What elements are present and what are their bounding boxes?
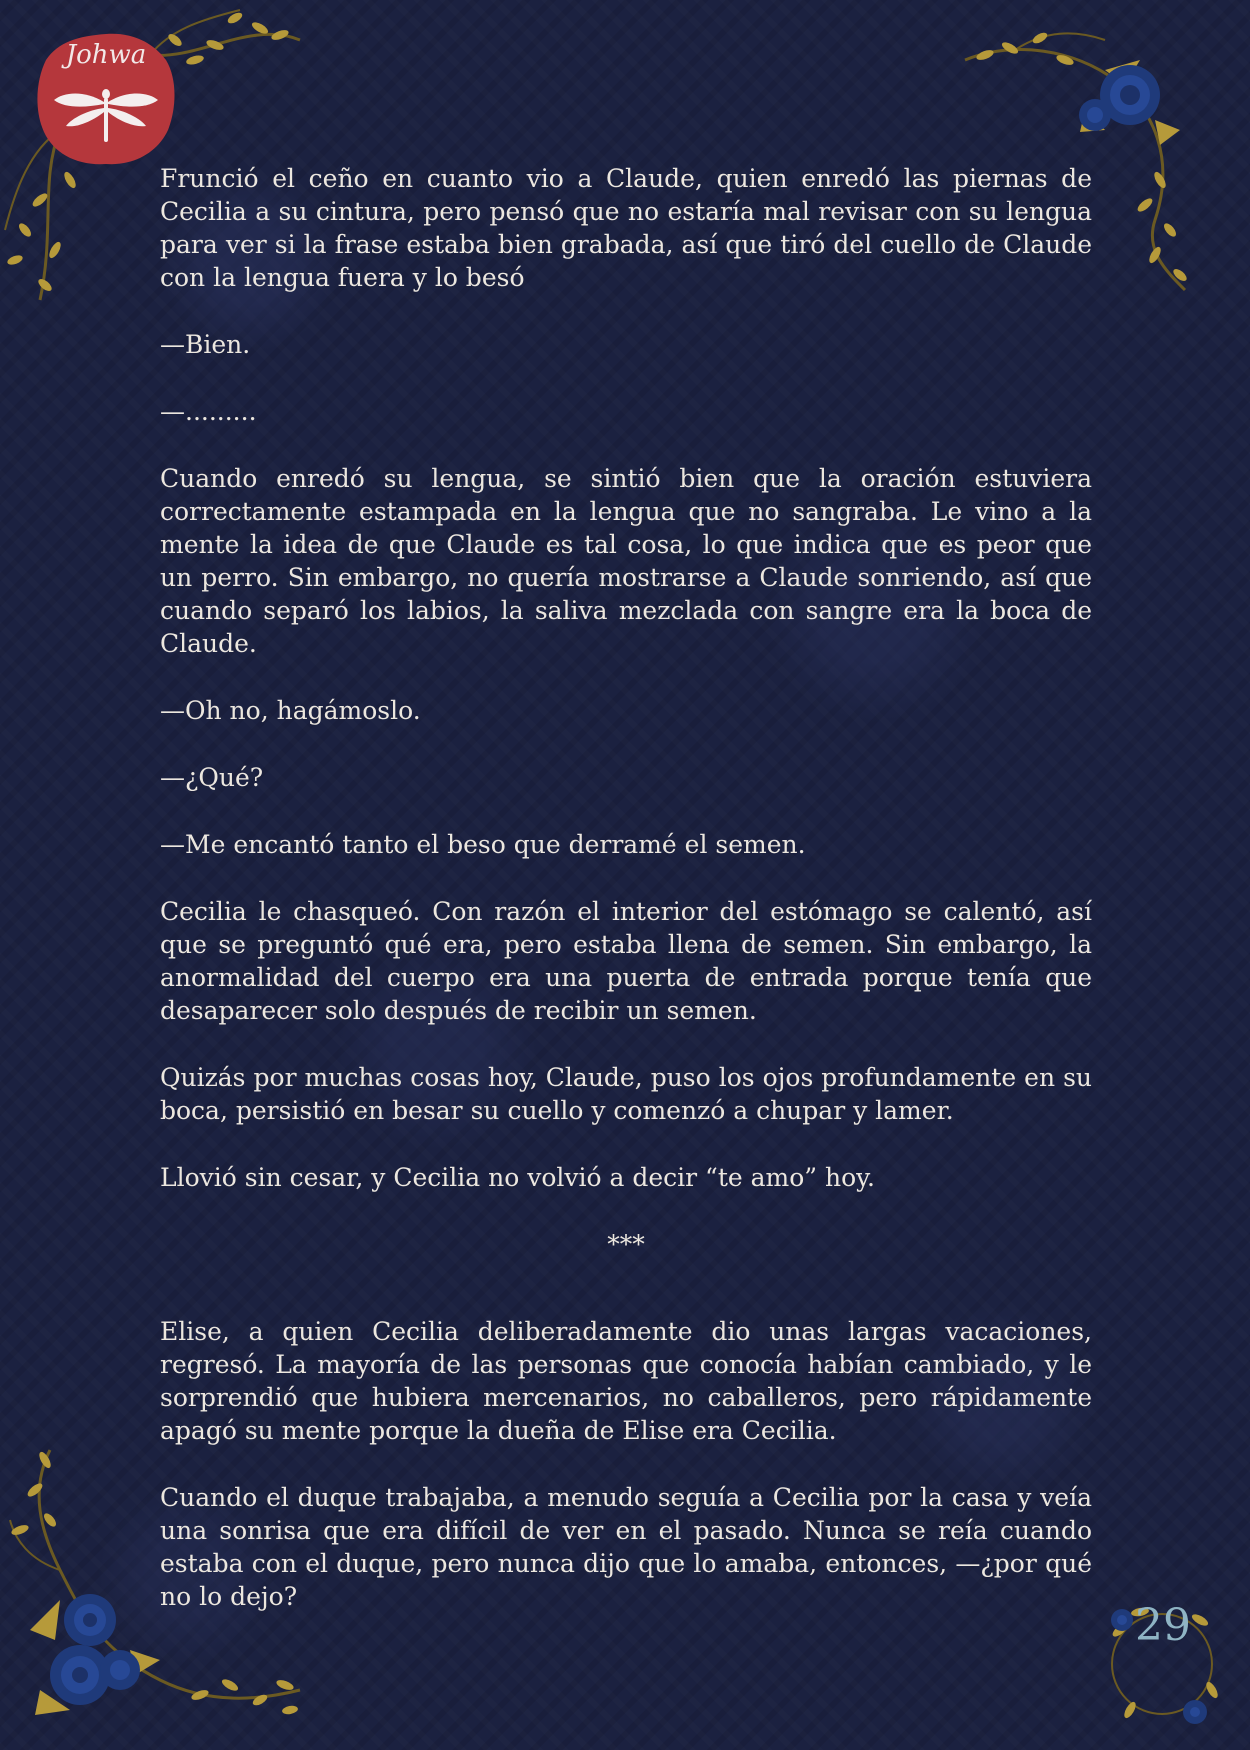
blue-rose-icon (1079, 65, 1160, 131)
johwa-logo (34, 30, 178, 168)
paragraph: Llovió sin cesar, y Cecilia no volvió a decir “te amo” hoy. (160, 1163, 875, 1192)
paragraph: Elise, a quien Cecilia deliberadamente dio unas largas vacaciones, regresó. La mayoría de las personas que conocía habían cambiado, y le sorprendió que hubiera mercenarios, no caballeros, pero rápidamente apagó su mente porque la dueña de Elise era Cecilia. (160, 1317, 1092, 1445)
page-number: 29 (1135, 1600, 1191, 1651)
dialogue-line: —Bien. (160, 330, 251, 359)
chapter-text (160, 162, 1092, 1647)
paragraph: Cuando enredó su lengua, se sintió bien que la oración estuviera correctamente estampada en la lengua que no sangraba. Le vino a la mente la idea de que Claude es tal cosa, lo que indica que es peor que un perro. Sin embargo, no quería mostrarse a Claude sonriendo, así que cuando separó los labios, la saliva mezclada con sangre era la boca de Claude. (160, 464, 1092, 658)
scene-separator: *** (607, 1230, 645, 1259)
dialogue-line: —¿Qué? (160, 763, 264, 792)
paragraph: Cuando el duque trabajaba, a menudo seguía a Cecilia por la casa y veía una sonrisa que era difícil de ver en el pasado. Nunca se reía cuando estaba con el duque, pero nunca dijo que lo amaba, entonces, —¿por qué no lo dejo? (160, 1483, 1092, 1611)
paragraph: Frunció el ceño en cuanto vio a Claude, quien enredó las piernas de Cecilia a su cintura, pero pensó que no estaría mal revisar con su lengua para ver si la frase estaba bien grabada, así que tiró del cuello de Claude con la lengua fuera y lo besó (160, 164, 1092, 292)
paragraph: Quizás por muchas cosas hoy, Claude, puso los ojos profundamente en su boca, persistió en besar su cuello y comenzó a chupar y lamer. (160, 1063, 1092, 1125)
floral-roses-bottom-left (0, 1430, 320, 1750)
logo-label: Johwa (65, 40, 147, 70)
dialogue-line: —Me encantó tanto el beso que derramé el semen. (160, 830, 806, 859)
blue-rose-icon (50, 1594, 140, 1705)
paragraph: Cecilia le chasqueó. Con razón el interior del estómago se calentó, así que se preguntó qué era, pero estaba llena de semen. Sin embargo, la anormalidad del cuerpo era una puerta de entrada porque tenía que desaparecer solo después de recibir un semen. (160, 897, 1092, 1025)
dialogue-line: —Oh no, hagámoslo. (160, 696, 421, 725)
dialogue-line: —......... (160, 397, 257, 426)
